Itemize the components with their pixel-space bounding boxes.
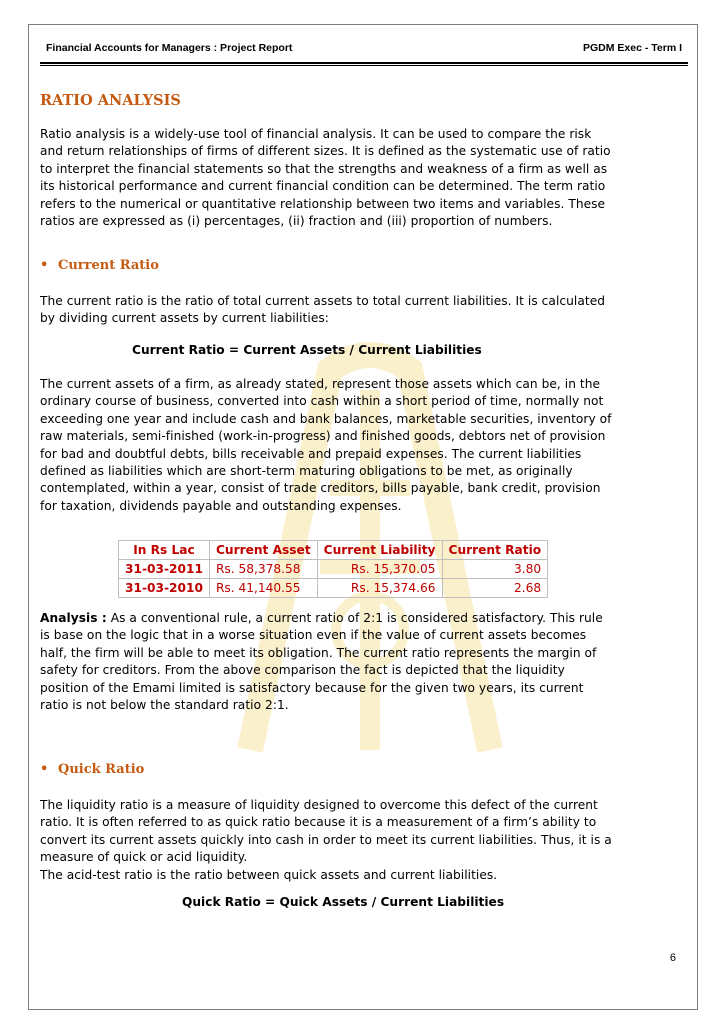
quick-ratio-definition: [40, 797, 612, 884]
table-header-cell: Current Liability: [317, 541, 442, 560]
table-cell-ratio: 2.68: [442, 579, 548, 598]
current-ratio-table: [118, 540, 548, 598]
text-line: for bad and doubtful debts, bills receivable and prepaid expenses. The current liabilities: [40, 446, 582, 461]
table-header-cell: Current Ratio: [442, 541, 548, 560]
text-line: ordinary course of business, converted into cash within a short period of time, normally not: [40, 394, 604, 409]
bullet-icon: •: [40, 762, 49, 777]
page-number: 6: [669, 952, 676, 964]
header-left-text: Financial Accounts for Managers : Project Report: [46, 42, 293, 54]
text-line: The current assets of a firm, as already stated, represent those assets which can be, in the: [40, 377, 601, 391]
text-line: its historical performance and current financial condition can be determined. The term ratio: [40, 179, 606, 194]
table-header-cell: Current Asset: [209, 541, 317, 560]
text-line: Ratio analysis is a widely-use tool of financial analysis. It can be used to compare the risk: [40, 127, 592, 141]
text-line: refers to the numerical or quantitative relationship between two items and variables. These: [40, 196, 606, 211]
current-ratio-heading: [40, 258, 159, 273]
text-line: ratio. It is often referred to as quick ratio because it is a measurement of a firm’s ability to: [40, 815, 597, 830]
text-line: defined as liabilities which are short-term maturing obligations to be met, as originally: [40, 464, 573, 479]
text-line: exceeding one year and include cash and bank balances, marketable securities, inventory of: [40, 411, 612, 426]
text-line: position of the Emami limited is satisfactory because for the given two years, its current: [40, 680, 584, 695]
analysis-label: Analysis :: [40, 611, 107, 625]
table-cell-asset: Rs. 58,378.58: [209, 560, 317, 579]
text-line: safety for creditors. From the above comparison the fact is depicted that the liquidity: [40, 663, 565, 678]
current-ratio-definition: [40, 293, 605, 328]
table-cell-date: 31-03-2010: [119, 579, 210, 598]
text-line: is base on the logic that in a worse situation even if the value of current assets becomes: [40, 628, 587, 643]
table-cell-ratio: 3.80: [442, 560, 548, 579]
table-header-row: [119, 541, 548, 560]
table-cell-liability: Rs. 15,374.66: [317, 579, 442, 598]
text-line: The acid-test ratio is the ratio between quick assets and current liabilities.: [40, 867, 498, 882]
text-line: to interpret the financial statements so that the strengths and weakness of a firm as well as: [40, 161, 608, 176]
text-line: ratios are expressed as (i) percentages, (ii) fraction and (iii) proportion of numbers.: [40, 214, 553, 229]
text-line: and return relationships of firms of different sizes. It is defined as the systematic use of ratio: [40, 144, 611, 159]
header-rule: [40, 62, 688, 66]
page-header: [46, 42, 682, 58]
text-line: convert its current assets quickly into cash in order to meet its current liabilities. Thus, it is a: [40, 832, 612, 847]
text-line: for taxation, dividends payable and outstanding expenses.: [40, 498, 402, 513]
table-header-cell: In Rs Lac: [119, 541, 210, 560]
table-cell-date: 31-03-2011: [119, 560, 210, 579]
table-row: [119, 579, 548, 598]
text-line: raw materials, semi-finished (work-in-progress) and finished goods, debtors net of provision: [40, 429, 606, 444]
table-cell-asset: Rs. 41,140.55: [209, 579, 317, 598]
text-line: contemplated, within a year, consist of trade creditors, bills payable, bank credit, provision: [40, 481, 601, 496]
text-line: ratio is not below the standard ratio 2:1.: [40, 698, 289, 713]
current-ratio-formula: Current Ratio = Current Assets / Current Liabilities: [132, 343, 482, 357]
header-right-text: PGDM Exec - Term I: [582, 42, 682, 54]
quick-ratio-heading-text: Quick Ratio: [58, 762, 145, 777]
text-line: The liquidity ratio is a measure of liquidity designed to overcome this defect of the current: [40, 798, 598, 812]
page-title: RATIO ANALYSIS: [40, 92, 181, 109]
text-line: The current ratio is the ratio of total current assets to total current liabilities. It is calculated: [40, 294, 606, 308]
analysis-first-line: As a conventional rule, a current ratio of 2:1 is considered satisfactory. This rule: [106, 611, 603, 625]
analysis-paragraph: [40, 610, 603, 714]
current-ratio-heading-text: Current Ratio: [58, 258, 159, 273]
intro-paragraph: [40, 126, 611, 230]
table-cell-liability: Rs. 15,370.05: [317, 560, 442, 579]
current-ratio-explanation: [40, 376, 612, 515]
bullet-icon: •: [40, 258, 49, 273]
quick-ratio-formula: Quick Ratio = Quick Assets / Current Liabilities: [182, 895, 505, 909]
text-line: measure of quick or acid liquidity.: [40, 850, 248, 865]
quick-ratio-heading: [40, 762, 144, 777]
text-line: [40, 610, 603, 627]
text-line: half, the firm will be able to meet its obligation. The current ratio represents the margin of: [40, 645, 597, 660]
table-row: [119, 560, 548, 579]
text-line: by dividing current assets by current liabilities:: [40, 311, 329, 326]
